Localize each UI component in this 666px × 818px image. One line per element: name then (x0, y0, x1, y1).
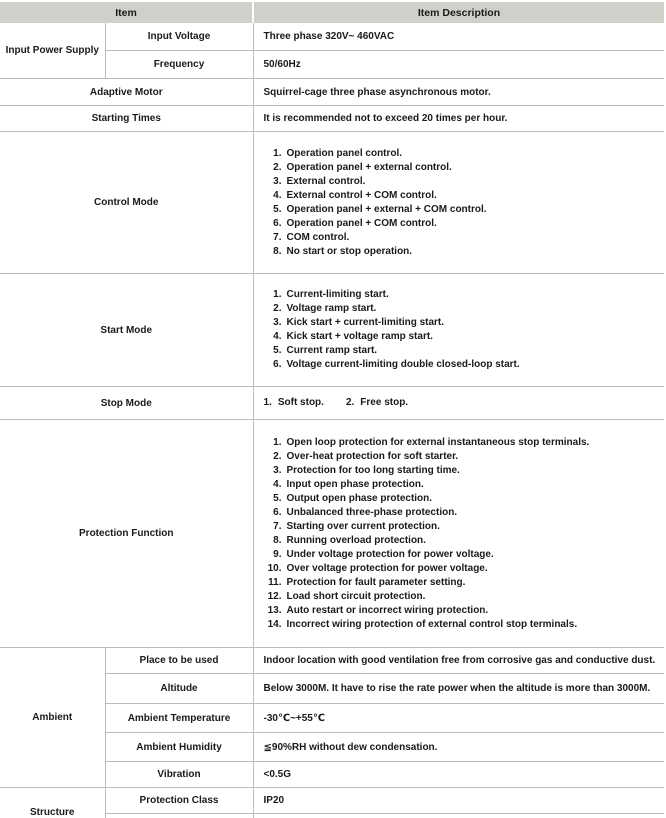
list-item-text: Voltage ramp start. (287, 303, 377, 314)
list-item-number: 13. (264, 604, 282, 618)
list-item-number: 8. (264, 245, 282, 259)
row-label-start-mode: Start Mode (0, 274, 253, 387)
row-desc-control-mode (253, 132, 664, 274)
row-desc-protection-class: IP20 (253, 788, 664, 814)
row-desc-adaptive-motor: Squirrel-cage three phase asynchronous motor. (253, 79, 664, 106)
row-desc-frequency: 50/60Hz (253, 51, 664, 79)
list-item (264, 618, 665, 632)
table-row (0, 79, 664, 106)
table-row (0, 788, 664, 814)
list-item-number: 3. (264, 316, 282, 330)
list-item-text: Over voltage protection for power voltage. (287, 563, 488, 574)
table-row (0, 132, 664, 274)
spec-table (0, 2, 664, 818)
table-row (0, 274, 664, 387)
row-label-stop-mode: Stop Mode (0, 387, 253, 420)
table-row (0, 387, 664, 420)
list-item-number: 5. (264, 492, 282, 506)
list-item (264, 520, 665, 534)
list-item-number: 6. (264, 506, 282, 520)
list-item (264, 161, 665, 175)
list-item-text: Unbalanced three-phase protection. (287, 507, 458, 518)
list-item-text: Running overload protection. (287, 535, 426, 546)
list-item-text: Operation panel + external + COM control. (287, 204, 487, 215)
row-desc-ambient-temperature: -30℃~+55℃ (253, 704, 664, 733)
list-item-text: Input open phase protection. (287, 479, 424, 490)
list-item (264, 330, 665, 344)
row-label-protection-function: Protection Function (0, 420, 253, 648)
table-header-item-description: Item Description (253, 2, 664, 23)
list-item (264, 506, 665, 520)
list-item-number: 11. (264, 576, 282, 590)
table-row (0, 648, 664, 674)
list-item (264, 147, 665, 161)
list-item-text: Auto restart or incorrect wiring protection. (287, 605, 489, 616)
list-item-number: 7. (264, 520, 282, 534)
list-item-number: 2. (346, 396, 354, 410)
row-label-ambient: Ambient (0, 648, 105, 788)
list-item-number: 4. (264, 189, 282, 203)
list-item-number: 5. (264, 203, 282, 217)
row-label-frequency: Frequency (105, 51, 253, 79)
row-label-ambient-humidity: Ambient Humidity (105, 733, 253, 762)
list-item-number: 14. (264, 618, 282, 632)
list-item-number: 6. (264, 358, 282, 372)
header-row (0, 2, 664, 23)
list-item-number: 10. (264, 562, 282, 576)
list-item-number: 7. (264, 231, 282, 245)
list-item-text: No start or stop operation. (287, 246, 413, 257)
list-item-text: Protection for too long starting time. (287, 465, 460, 476)
list-item-number: 3. (264, 464, 282, 478)
row-label-protection-class: Protection Class (105, 788, 253, 814)
list-item (264, 217, 665, 231)
list-item-number: 4. (264, 330, 282, 344)
list-item (264, 175, 665, 189)
row-desc-start-mode (253, 274, 664, 387)
row-label-input-power-supply: Input Power Supply (0, 23, 105, 79)
list-item (264, 478, 665, 492)
table-header-item: Item (0, 2, 253, 23)
list-item (264, 576, 665, 590)
list-item (264, 189, 665, 203)
list-item-text: Operation panel + COM control. (287, 218, 437, 229)
row-label-control-mode: Control Mode (0, 132, 253, 274)
row-label-structure: Structure (0, 788, 105, 818)
row-label-vibration: Vibration (105, 762, 253, 788)
list-item (264, 344, 665, 358)
row-desc-starting-times: It is recommended not to exceed 20 times per hour. (253, 106, 664, 132)
row-desc-cutoff (253, 814, 664, 818)
list-item (264, 534, 665, 548)
row-label-adaptive-motor: Adaptive Motor (0, 79, 253, 106)
list-item (264, 358, 665, 372)
list-item-text: Over-heat protection for soft starter. (287, 451, 459, 462)
list-item-text: COM control. (287, 232, 350, 243)
list-item (264, 203, 665, 217)
list-item (264, 450, 665, 464)
list-item-number: 5. (264, 344, 282, 358)
row-desc-ambient-humidity: ≦90%RH without dew condensation. (253, 733, 664, 762)
list-item-text: Free stop. (360, 397, 408, 408)
list-item-text: Incorrect wiring protection of external control stop terminals. (287, 619, 578, 630)
row-label-input-voltage: Input Voltage (105, 23, 253, 51)
list-item-text: Kick start + current-limiting start. (287, 317, 445, 328)
list-item (264, 316, 665, 330)
row-desc-vibration: <0.5G (253, 762, 664, 788)
row-label-starting-times: Starting Times (0, 106, 253, 132)
list-item-text: Starting over current protection. (287, 521, 440, 532)
list-item-number: 4. (264, 478, 282, 492)
row-desc-input-voltage: Three phase 320V~ 460VAC (253, 23, 664, 51)
list-item-text: Output open phase protection. (287, 493, 433, 504)
list-item-text: Kick start + voltage ramp start. (287, 331, 433, 342)
row-desc-protection-function (253, 420, 664, 648)
list-item (264, 590, 665, 604)
list-item-text: Current ramp start. (287, 345, 378, 356)
list-item-number: 3. (264, 175, 282, 189)
list-item-number: 1. (264, 396, 272, 410)
list-item-number: 8. (264, 534, 282, 548)
list-item-text: External control. (287, 176, 366, 187)
list-item-text: Operation panel control. (287, 148, 403, 159)
list-item (346, 396, 408, 410)
list-item (264, 464, 665, 478)
list-item-text: Under voltage protection for power voltage. (287, 549, 494, 560)
row-label-ambient-temperature: Ambient Temperature (105, 704, 253, 733)
row-desc-place-to-be-used: Indoor location with good ventilation free from corrosive gas and conductive dust. (253, 648, 664, 674)
list-item-number: 1. (264, 288, 282, 302)
list-item-text: Soft stop. (278, 397, 324, 408)
list-item-text: Current-limiting start. (287, 289, 389, 300)
list-item (264, 396, 324, 410)
list-item-text: Operation panel + external control. (287, 162, 452, 173)
list-item-text: Protection for fault parameter setting. (287, 577, 466, 588)
row-label-cutoff (105, 814, 253, 818)
list-item-text: Load short circuit protection. (287, 591, 426, 602)
list-item (264, 245, 665, 259)
list-item (264, 492, 665, 506)
list-item-number: 2. (264, 450, 282, 464)
list-item-text: Voltage current-limiting double closed-loop start. (287, 359, 520, 370)
list-item (264, 231, 665, 245)
table-row (0, 106, 664, 132)
list-item-number: 1. (264, 147, 282, 161)
list-item-text: External control + COM control. (287, 190, 437, 201)
list-item (264, 562, 665, 576)
list-item-number: 6. (264, 217, 282, 231)
list-item (264, 302, 665, 316)
list-item (264, 288, 665, 302)
list-item-text: Open loop protection for external instantaneous stop terminals. (287, 437, 590, 448)
list-item (264, 436, 665, 450)
list-item-number: 2. (264, 302, 282, 316)
list-item-number: 12. (264, 590, 282, 604)
row-desc-altitude: Below 3000M. It have to rise the rate power when the altitude is more than 3000M. (253, 674, 664, 704)
table-row (0, 420, 664, 648)
table-row (0, 23, 664, 51)
row-label-place-to-be-used: Place to be used (105, 648, 253, 674)
list-item (264, 604, 665, 618)
stop-mode-options (264, 396, 665, 410)
list-item-number: 1. (264, 436, 282, 450)
row-desc-stop-mode (253, 387, 664, 420)
row-label-altitude: Altitude (105, 674, 253, 704)
list-item-number: 2. (264, 161, 282, 175)
list-item (264, 548, 665, 562)
list-item-number: 9. (264, 548, 282, 562)
